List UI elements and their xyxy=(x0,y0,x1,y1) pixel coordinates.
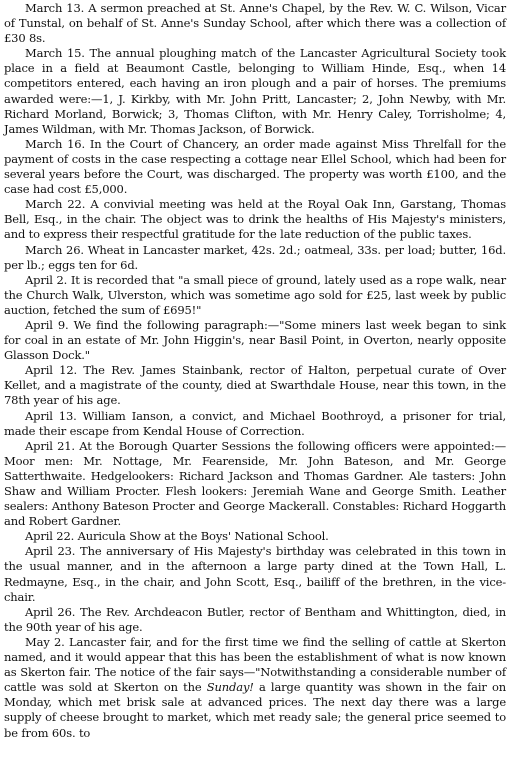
entry-date: March 13. xyxy=(25,1,85,15)
entry-text: The Rev. Archdeacon Butler, rector of Bentham and Whittington, died, in the 90th year of his age. xyxy=(4,604,507,634)
entry-date: May 2. xyxy=(25,634,65,649)
entry-text: A sermon preached at St. Anne's Chapel, by the Rev. W. C. Wilson, Vicar of Tunstal, on behalf of St. Anne's Sunday School, after which there was a collection of £30 8s. xyxy=(4,1,506,46)
entry-text-after: a large quantity was shown in the fair on Monday, which met brisk sale at advanced prices. The next day there was a large supply of cheese brought to market, which met ready sale; the general price seemed to be from 60s. to xyxy=(4,680,506,740)
entry-text: The Rev. James Stainbank, rector of Halton, perpetual curate of Over Kellet, and a magistrate of the county, died at Swarthdale House, near this town, in the 78th year of his age. xyxy=(4,363,506,408)
entry-date: March 26. xyxy=(25,242,84,257)
entry-date: March 15. xyxy=(25,46,85,61)
entry-march-16 xyxy=(4,137,506,197)
entry-date: March 22. xyxy=(25,197,86,212)
entry-text: The anniversary of His Majesty's birthday was celebrated in this town in the usual manner, and in the afternoon a large party dined at the Town Hall, L. Redmayne, Esq., in the chair, and John Scott, Esq., bailiff of the brethren, in the vice-chair. xyxy=(4,544,506,604)
entry-date: April 21. xyxy=(25,438,75,453)
entry-march-15 xyxy=(4,46,506,137)
entry-date: April 26. xyxy=(25,604,76,619)
entry-text-before: Lancaster fair, and for the first time we find the selling of cattle at Skerton named, and it would appear that this has been the establishment of what is now known as Skerton fair. The notice of the fair says—"Notwithstanding a considerable number of cattle was sold at Skerton on the xyxy=(4,634,506,695)
entry-april-21 xyxy=(4,439,506,530)
entry-date: April 12. xyxy=(25,363,77,378)
entry-april-23 xyxy=(4,544,506,604)
entry-text: A convivial meeting was held at the Royal Oak Inn, Garstang, Thomas Bell, Esq., in the chair. The object was to drink the healths of His Majesty's ministers, and to express their respectful gratitude for the late reduction of the public taxes. xyxy=(4,197,506,242)
entry-date: April 13. xyxy=(25,408,77,423)
entry-date: April 23. xyxy=(25,544,76,559)
entry-date: March 16. xyxy=(25,136,85,151)
entry-text: It is recorded that "a small piece of ground, lately used as a rope walk, near the Church Walk, Ulverston, which was sometime ago sold for £25, last week by public auction, fetched the sum of £695!" xyxy=(4,272,506,317)
entry-text: Auricula Show at the Boys' National School. xyxy=(77,529,329,544)
entry-text: Wheat in Lancaster market, 42s. 2d.; oatmeal, 33s. per load; butter, 16d. per lb.; eggs ten for 6d. xyxy=(4,242,506,272)
entry-may-2 xyxy=(4,635,506,741)
entry-date: April 22. xyxy=(25,529,75,544)
entry-text: William Ianson, a convict, and Michael Boothroyd, a prisoner for trial, made their escape from Kendal House of Correction. xyxy=(4,408,506,438)
entry-march-13 xyxy=(4,1,506,46)
entry-date: April 9. xyxy=(25,317,69,332)
entry-april-9 xyxy=(4,318,506,363)
entry-march-26 xyxy=(4,243,506,273)
entry-april-12 xyxy=(4,363,506,408)
entry-april-26 xyxy=(4,605,506,635)
entry-text-emphasis: Sunday! xyxy=(206,680,254,695)
entry-april-2 xyxy=(4,273,506,318)
entry-march-22 xyxy=(4,197,506,242)
entry-text: In the Court of Chancery, an order made against Miss Threlfall for the payment of costs in the case respecting a cottage near Ellel School, which had been for several years before the Court, was discharged. The property was worth £100, and the case had cost £5,000. xyxy=(4,136,506,197)
entry-date: April 2. xyxy=(25,272,68,287)
entry-text: We find the following paragraph:—"Some miners last week began to sink for coal in an estate of Mr. John Higgin's, near Basil Point, in Overton, nearly opposite Glasson Dock." xyxy=(4,317,506,363)
entry-text: The annual ploughing match of the Lancaster Agricultural Society took place in a field at Beaumont Castle, belonging to William Hinde, Esq., when 14 competitors entered, each having an iron plough and a pair of horses. The premiums awarded were:—1, J. Kirkby, with Mr. John Pritt, Lancaster; 2, John Newby, with Mr. Richard Morland, Borwick; 3, Thomas Clifton, with Mr. Henry Caley, Torrisholme; 4, James Wildman, with Mr. Thomas Jackson, of Borwick. xyxy=(4,46,506,136)
entry-april-22 xyxy=(4,529,506,544)
entry-april-13 xyxy=(4,409,506,439)
entry-text: At the Borough Quarter Sessions the following officers were appointed:—Moor men: Mr. Nottage, Mr. Fearenside, Mr. John Bateson, and Mr. George Satterthwaite. Hedgelookers: Richard Jackson and Thomas Gardner. Ale tasters: John Shaw and William Procter. Flesh lookers: Jeremiah Wane and George Smith. Leather sealers: Anthony Bateson Procter and George Mackerall. Constables: Richard Hoggarth and Robert Gardner. xyxy=(4,438,506,529)
